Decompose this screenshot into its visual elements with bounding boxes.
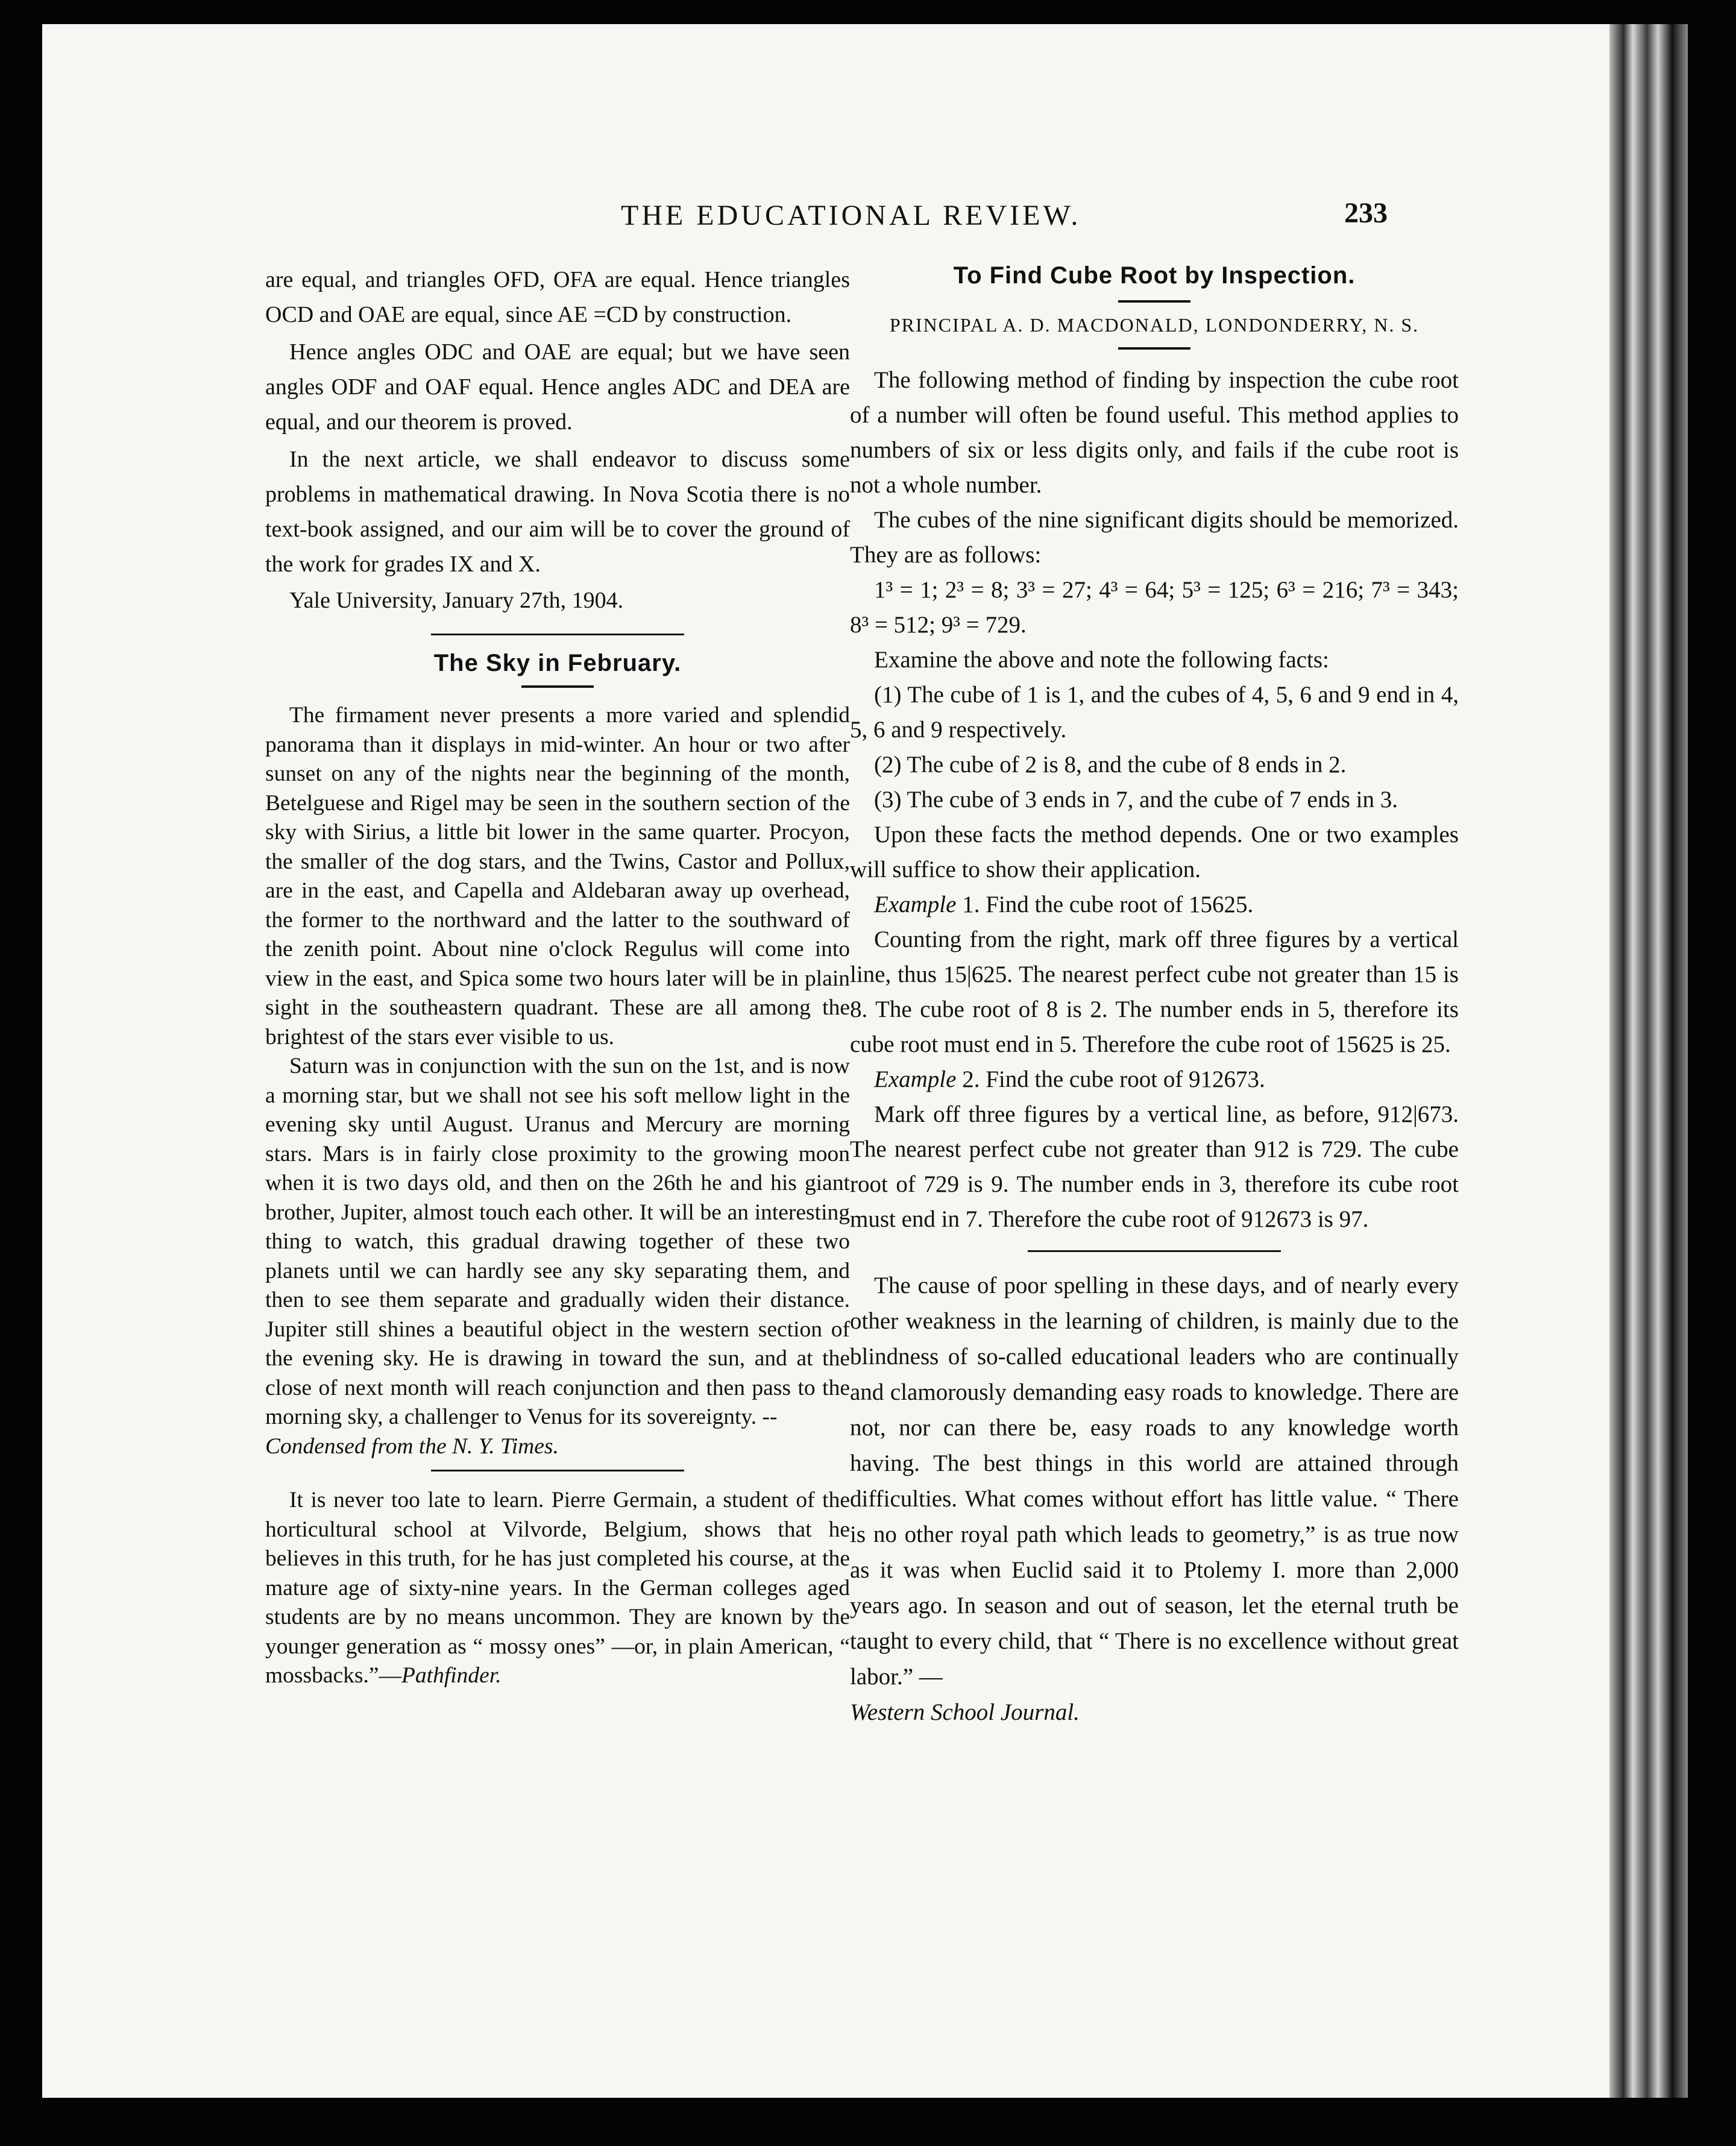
- journal-title: THE EDUCATIONAL REVIEW.: [621, 200, 1081, 231]
- geometry-article-end: [265, 262, 850, 618]
- cube-table: 1³ = 1; 2³ = 8; 3³ = 27; 4³ = 64; 5³ = 125; 6³ = 216; 7³ = 343; 8³ = 512; 9³ = 729.: [850, 577, 1459, 638]
- article-source: Condensed from the N. Y. Times.: [265, 1433, 559, 1459]
- fact-item: (2) The cube of 2 is 8, and the cube of 8 ends in 2.: [874, 752, 1347, 778]
- article-title: The Sky in February.: [433, 650, 682, 676]
- paragraph: Saturn was in conjunction with the sun on the 1st, and is now a morning star, but we shall not see his soft mellow light in the evening sky until August. Uranus and Mercury are morning stars. Mars is in fairly close proximity to the growing moon when it is two days old, and then on the 26th he and his giant brother, Jupiter, almost touch each other. It will be an interesting thing to watch, this gradual drawing together of these two planets until we can hardly see any sky separating them, and then to see them separate and gradually widen their distance. Jupiter still shines a beautiful object in the western section of the evening sky. He is drawing in toward the sun, and at the close of next month will reach conjunction and then pass to the morning sky, a challenger to Venus for its sovereignty. --: [265, 1054, 850, 1429]
- paragraph: [265, 1486, 850, 1691]
- paragraph: The firmament never presents a more varied and splendid panorama than it displays in mid-winter. An hour or two after sunset on any of the nights near the beginning of the month, Betelguese and Rigel may be seen in the southern section of the sky with Sirius, a little bit lower in the same quarter. Procyon, the smaller of the dog stars, and the Twins, Castor and Pollux, are in the east, and Capella and Aldebaran away up overhead, the former to the northward and the latter to the southward of the zenith point. About nine o'clock Regulus will come into view in the east, and Spica some two hours later will be in plain sight in the southeastern quadrant. These are all among the brightest of the stars ever visible to us.: [265, 703, 850, 1049]
- document-page: [42, 24, 1609, 2098]
- example-label: Example: [874, 892, 957, 917]
- section-divider: [431, 1470, 684, 1471]
- section-divider: [431, 634, 684, 635]
- article-title: To Find Cube Root by Inspection.: [953, 262, 1356, 289]
- example-heading: [850, 887, 1459, 922]
- paragraph: The following method of finding by inspection the cube root of a number will often be found useful. This method applies to numbers of six or less digits only, and fails if the cube root is not a whole number.: [850, 367, 1459, 498]
- cube-article-body: [850, 363, 1459, 1237]
- book-spine-edge: [1609, 24, 1688, 2098]
- example-label: Example: [874, 1066, 957, 1092]
- fact-item: (3) The cube of 3 ends in 7, and the cube of 7 ends in 3.: [874, 787, 1398, 813]
- paragraph: The cause of poor spelling in these days, and of nearly every other weakness in the learning of children, is mainly due to the blindness of so-called educational leaders who are continually and clamorously demanding easy roads to knowledge. There are not, nor can there be, easy roads to any knowledge worth having. The best things in this world are attained through difficulties. What comes without effort has little value. “ There is no other royal path which leads to geometry,” is as true now as it was when Euclid said it to Ptolemy I. more than 2,000 years ago. In season and out of season, let the eternal truth be taught to every child, that “ There is no excellence without great labor.” —: [850, 1273, 1459, 1690]
- paragraph: Upon these facts the method depends. One or two examples will suffice to show their application.: [850, 822, 1459, 883]
- title-rule: [1118, 300, 1190, 303]
- paragraph: In the next article, we shall endeavor to discuss some problems in mathematical drawing. In Nova Scotia there is no text-book assigned, and our aim will be to cover the ground of the work for grades IX and X.: [265, 447, 850, 577]
- germain-note: [265, 1486, 850, 1691]
- dateline: Yale University, January 27th, 1904.: [289, 588, 624, 613]
- page-number: 233: [1344, 197, 1388, 229]
- note-source: Western School Journal.: [850, 1699, 1080, 1725]
- paragraph: Examine the above and note the following facts:: [874, 647, 1329, 673]
- fact-item: (1) The cube of 1 is 1, and the cubes of 4, 5, 6 and 9 end in 4, 5, 6 and 9 respectively.: [850, 682, 1459, 743]
- article-byline: PRINCIPAL A. D. MACDONALD, LONDONDERRY, N. S.: [889, 314, 1420, 336]
- paragraph: Hence angles ODC and OAE are equal; but we have seen angles ODF and OAF equal. Hence angles ADC and DEA are equal, and our theorem is proved.: [265, 339, 850, 435]
- left-column: [265, 262, 850, 1691]
- example-text: 2. Find the cube root of 912673.: [962, 1066, 1265, 1092]
- spelling-note: [850, 1268, 1459, 1730]
- note-source: Pathfinder.: [401, 1663, 502, 1688]
- note-text: It is never too late to learn. Pierre Germain, a student of the horticultural school at Vilvorde, Belgium, shows that he believes in this truth, for he has just completed his course, at the mature age of sixty-nine years. In the German colleges aged students are by no means uncommon. They are known by the younger generation as “ mossy ones” —or, in plain American, “ mossbacks.”—: [265, 1488, 850, 1688]
- paragraph: The cubes of the nine significant digits should be memorized. They are as follows:: [850, 507, 1459, 568]
- example-text: 1. Find the cube root of 15625.: [962, 892, 1254, 917]
- sky-article-body: [265, 701, 850, 1461]
- title-rule: [521, 685, 594, 688]
- section-divider: [1028, 1250, 1281, 1252]
- running-head: [42, 199, 1609, 241]
- byline-rule: [1118, 347, 1190, 350]
- right-column: [850, 262, 1459, 1730]
- paragraph: are equal, and triangles OFD, OFA are equal. Hence triangles OCD and OAE are equal, since AE =CD by construction.: [265, 267, 850, 327]
- paragraph: Counting from the right, mark off three figures by a vertical line, thus 15|625. The nearest perfect cube not greater than 15 is 8. The cube root of 8 is 2. The number ends in 5, therefore its cube root must end in 5. Therefore the cube root of 15625 is 25.: [850, 927, 1459, 1057]
- paragraph: Mark off three figures by a vertical line, as before, 912|673. The nearest perfect cube not greater than 912 is 729. The cube root of 729 is 9. The number ends in 3, therefore its cube root must end in 7. Therefore the cube root of 912673 is 97.: [850, 1101, 1459, 1232]
- example-heading: [850, 1062, 1459, 1097]
